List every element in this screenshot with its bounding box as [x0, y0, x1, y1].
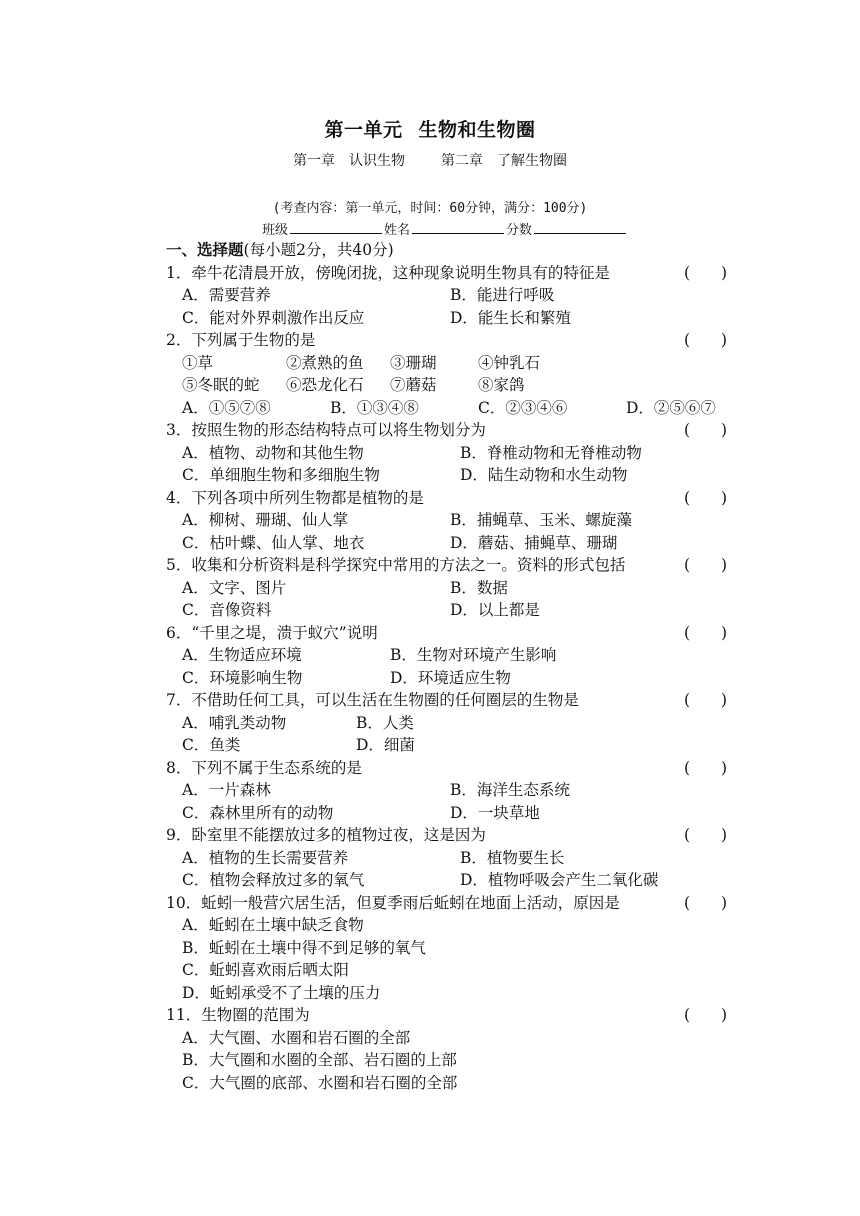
option-a[interactable]: A．大气圈、水圈和岩石圈的全部	[182, 1028, 411, 1047]
item: ⑥恐龙化石	[286, 376, 364, 394]
item: ①草	[182, 353, 214, 372]
section-heading	[166, 239, 732, 262]
options-row	[166, 464, 732, 487]
options-row	[166, 802, 732, 825]
question-3	[166, 419, 732, 442]
options-row	[166, 847, 732, 870]
options-row	[166, 734, 732, 757]
options-row	[166, 644, 732, 667]
answer-blank[interactable]: ( )	[684, 826, 728, 844]
question-11	[166, 1004, 732, 1027]
question-stem: 2．下列属于生物的是	[166, 331, 316, 349]
class-label: 班级	[262, 223, 289, 238]
option-d[interactable]: D．植物呼吸会产生二氧化碳	[460, 871, 659, 889]
option-c[interactable]: C．音像资料	[182, 601, 272, 619]
option-d[interactable]: D．②⑤⑥⑦	[626, 398, 716, 417]
answer-blank[interactable]: ( )	[684, 758, 728, 777]
option-b[interactable]: B．海洋生态系统	[450, 781, 570, 799]
section-note: (每小题2分，共40分)	[243, 241, 394, 259]
answer-blank[interactable]: ( )	[684, 263, 728, 282]
class-blank[interactable]	[290, 221, 382, 234]
option-c[interactable]: C．单细胞生物和多细胞生物	[182, 466, 380, 484]
option-d[interactable]: D．以上都是	[450, 601, 540, 619]
question-6	[166, 622, 732, 645]
option-b[interactable]: B．大气圈和水圈的全部、岩石圈的上部	[182, 1051, 457, 1069]
options-row	[166, 532, 732, 555]
option-a[interactable]: A．哺乳类动物	[182, 713, 287, 732]
option-c[interactable]: C．鱼类	[182, 736, 241, 754]
option-b[interactable]: B．能进行呼吸	[450, 286, 555, 304]
title-unit: 第一单元	[324, 119, 403, 141]
item: ③珊瑚	[390, 353, 437, 372]
question-list	[166, 239, 732, 1094]
page-title	[0, 115, 860, 142]
options-row	[166, 779, 732, 802]
score-label: 分数	[506, 223, 533, 238]
option-d[interactable]: D．陆生动物和水生动物	[460, 466, 628, 484]
item: ④钟乳石	[478, 353, 541, 372]
option-d[interactable]: D．蚯蚓承受不了土壤的压力	[182, 983, 381, 1002]
option-c[interactable]: C．森林里所有的动物	[182, 803, 334, 822]
answer-blank[interactable]: ( )	[684, 893, 728, 912]
option-a[interactable]: A．需要营养	[182, 286, 271, 304]
options-row	[166, 307, 732, 330]
items-row	[166, 352, 732, 375]
option-b[interactable]: B．①③④⑧	[330, 398, 419, 417]
options-row	[166, 397, 732, 420]
option-b[interactable]: B．脊椎动物和无脊椎动物	[460, 443, 642, 462]
options-row	[166, 284, 732, 307]
option-c[interactable]: C．②③④⑥	[478, 398, 568, 417]
option-b[interactable]: B．蚯蚓在土壤中得不到足够的氧气	[182, 938, 426, 957]
question-1	[166, 262, 732, 285]
question-9	[166, 824, 732, 847]
name-blank[interactable]	[412, 221, 504, 234]
question-stem: 7．不借助任何工具，可以生活在生物圈的任何圈层的生物是	[166, 691, 579, 709]
chapter-1-label: 第一章 认识生物	[293, 153, 405, 169]
name-label: 姓名	[384, 223, 411, 238]
question-stem: 5．收集和分析资料是科学探究中常用的方法之一。资料的形式包括	[166, 556, 626, 574]
options-row	[166, 599, 732, 622]
option-d[interactable]: D．环境适应生物	[390, 668, 511, 687]
options-row	[166, 667, 732, 690]
answer-blank[interactable]: ( )	[684, 691, 728, 709]
item: ⑧家鸽	[478, 376, 525, 394]
question-4	[166, 487, 732, 510]
option-b[interactable]: B．生物对环境产生影响	[390, 646, 557, 664]
item: ②煮熟的鱼	[286, 353, 364, 372]
item: ⑦蘑菇	[390, 376, 437, 394]
question-10	[166, 892, 732, 915]
option-d[interactable]: D．一块草地	[450, 803, 540, 822]
answer-blank[interactable]: ( )	[684, 556, 728, 574]
title-topic: 生物和生物圈	[418, 119, 536, 141]
answer-blank[interactable]: ( )	[684, 623, 728, 642]
option-b[interactable]: B．植物要生长	[460, 848, 565, 867]
item: ⑤冬眠的蛇	[182, 376, 260, 394]
options-row	[166, 577, 732, 600]
answer-blank[interactable]: ( )	[684, 421, 728, 439]
option-c[interactable]: C．蚯蚓喜欢雨后晒太阳	[182, 961, 349, 979]
option-a[interactable]: A．植物、动物和其他生物	[182, 443, 364, 462]
option-a[interactable]: A．植物的生长需要营养	[182, 848, 349, 867]
option-b[interactable]: B．人类	[356, 713, 414, 732]
question-7	[166, 689, 732, 712]
answer-blank[interactable]: ( )	[684, 331, 728, 349]
chapter-subtitle	[0, 150, 860, 170]
option-a[interactable]: A．①⑤⑦⑧	[182, 398, 271, 417]
option-d[interactable]: D．能生长和繁殖	[450, 308, 571, 327]
option-a[interactable]: A．柳树、珊瑚、仙人掌	[182, 511, 349, 529]
option-b[interactable]: B．捕蝇草、玉米、螺旋藻	[450, 511, 632, 529]
option-c[interactable]: C．环境影响生物	[182, 668, 303, 687]
answer-blank[interactable]: ( )	[684, 488, 728, 507]
question-stem: 8．下列不属于生态系统的是	[166, 758, 362, 777]
question-stem: 11．生物圈的范围为	[166, 1006, 310, 1024]
options-row	[166, 509, 732, 532]
option-c[interactable]: C．大气圈的底部、水圈和岩石圈的全部	[182, 1073, 458, 1092]
answer-blank[interactable]: ( )	[684, 1006, 728, 1024]
option-d[interactable]: D．蘑菇、捕蝇草、珊瑚	[450, 533, 618, 552]
exam-info: (考查内容：第一单元，时间：60分钟，满分：100分)	[272, 201, 588, 216]
question-stem: 6．“千里之堤，溃于蚁穴”说明	[166, 623, 378, 642]
option-c[interactable]: C．能对外界刺激作出反应	[182, 308, 365, 327]
score-blank[interactable]	[534, 221, 626, 234]
chapter-2-label: 第二章 了解生物圈	[441, 153, 567, 169]
option-b[interactable]: B．数据	[450, 578, 508, 597]
question-5	[166, 554, 732, 577]
option-c[interactable]: C．枯叶蝶、仙人掌、地衣	[182, 533, 365, 552]
options-row	[166, 442, 732, 465]
option-c[interactable]: C．植物会释放过多的氧气	[182, 871, 365, 889]
question-stem: 3．按照生物的形态结构特点可以将生物划分为	[166, 421, 486, 439]
question-stem: 10．蚯蚓一般营穴居生活，但夏季雨后蚯蚓在地面上活动，原因是	[166, 893, 620, 912]
student-fields	[262, 219, 628, 238]
items-row	[166, 374, 732, 397]
question-stem: 1．牵牛花清晨开放，傍晚闭拢，这种现象说明生物具有的特征是	[166, 263, 610, 282]
option-a[interactable]: A．文字、图片	[182, 578, 287, 597]
question-stem: 4．下列各项中所列生物都是植物的是	[166, 488, 424, 507]
option-a[interactable]: A．蚯蚓在土壤中缺乏食物	[182, 916, 364, 934]
section-title: 一、选择题	[166, 240, 244, 259]
options-row	[166, 712, 732, 735]
options-row	[166, 869, 732, 892]
question-8	[166, 757, 732, 780]
question-stem: 9．卧室里不能摆放过多的植物过夜，这是因为	[166, 826, 486, 844]
option-a[interactable]: A．生物适应环境	[182, 646, 302, 664]
option-d[interactable]: D．细菌	[356, 736, 415, 754]
option-a[interactable]: A．一片森林	[182, 781, 271, 799]
question-2	[166, 329, 732, 352]
